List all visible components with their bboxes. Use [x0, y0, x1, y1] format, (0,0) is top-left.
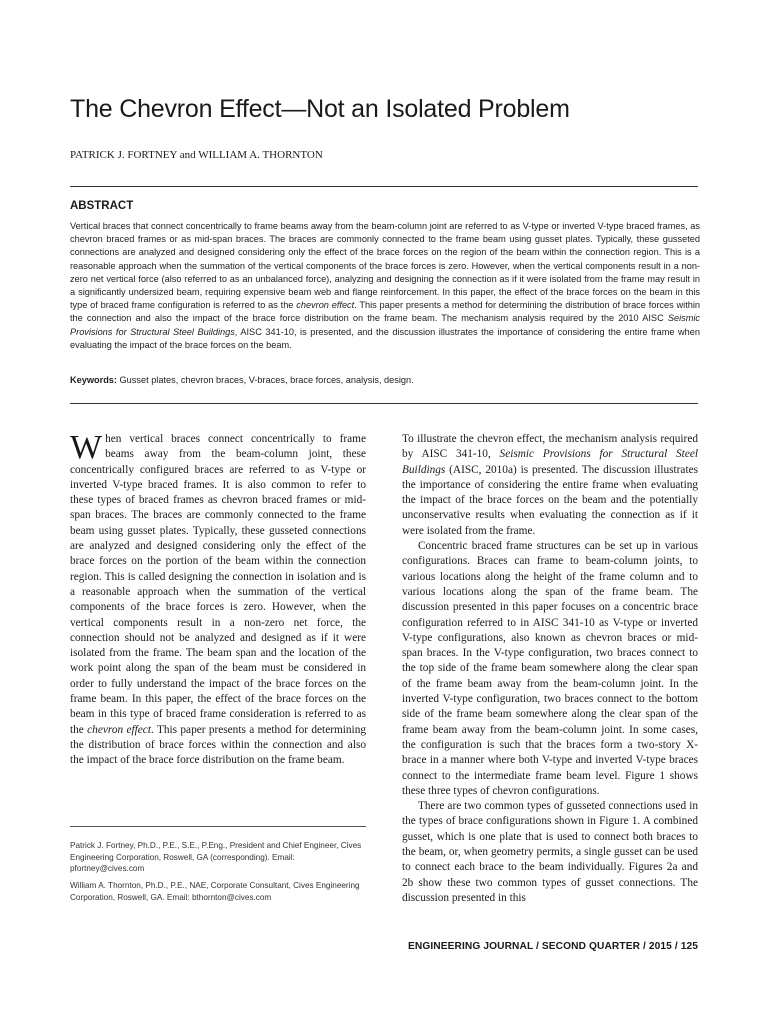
journal-footer: ENGINEERING JOURNAL / SECOND QUARTER / 2015 / 125 — [407, 941, 698, 952]
abstract-italic-seismic-provisions: Seismic Provisions for Structural Steel Buildings — [70, 313, 700, 337]
paper-title: The Chevron Effect—Not an Isolated Problem — [70, 95, 570, 123]
author-line: PATRICK J. FORTNEY and WILLIAM A. THORNTON — [70, 149, 323, 161]
right-paragraph-1-text-1: To illustrate the chevron effect, the mechanism analysis required by AISC 341-10, — [402, 433, 698, 461]
intro-paragraph — [70, 429, 366, 769]
body-column-right — [402, 432, 698, 906]
footnote-fortney: Patrick J. Fortney, Ph.D., P.E., S.E., P.Eng., President and Chief Engineer, Cives Engineering Corporation, Roswell, GA (corresponding). Email: pfortney@cives.com — [70, 841, 362, 874]
keywords-line — [70, 374, 700, 387]
keywords-label: Keywords: — [70, 375, 117, 385]
intro-text-2: . This paper presents a method for determining the distribution of brace forces within the connection and also the impact of the brace force distribution on the frame beam. — [70, 723, 366, 767]
body-column-left — [70, 429, 366, 769]
abstract-italic-chevron-effect: chevron effect — [296, 300, 355, 311]
footnote-divider — [70, 826, 366, 827]
right-paragraph-1-text-2: (AISC, 2010a) is presented. The discussion illustrates the importance of considering the entire frame when evaluating the impact of the brace forces on the beam and the potentially unconservative results when evaluating the connection as if it were isolated from the frame. — [402, 463, 698, 537]
intro-italic-chevron-effect: chevron effect — [87, 723, 151, 736]
abstract-part-1: Vertical braces that connect concentrically to frame beams away from the beam-column joint are referred to as V-type or inverted V-type braced frames, as chevron braced frames or as mid-span braces. The braces are commonly connected to the frame beam using gusset plates. Typically, these gusseted connections are analyzed and designed considering only the effect of the brace forces on the region of the beam within the connection region. This is a reasonable approach when the summation of the vertical components of the brace forces is zero. However, when the vertical components result in a non-zero net vertical force (also referred to as an unbalanced force), analyzing and designing the connection as if it were isolated from the frame may result in a significantly undersized beam, requiring expensive beam web and flange reinforcement. In this paper, the effect of the brace forces on the beam in this type of braced frame configuration is referred to as the — [70, 221, 700, 311]
abstract-heading: ABSTRACT — [70, 200, 134, 212]
abstract-text — [70, 220, 700, 352]
right-paragraph-1 — [402, 432, 698, 539]
footnote-thornton: William A. Thornton, Ph.D., P.E., NAE, Corporate Consultant, Cives Engineering Corporation, Roswell, GA. Email: bthornton@cives.com — [70, 881, 360, 902]
keywords-text: Gusset plates, chevron braces, V-braces, brace forces, analysis, design. — [116, 375, 414, 385]
abstract-divider — [70, 403, 698, 404]
top-divider — [70, 186, 698, 187]
drop-cap: W — [70, 429, 103, 466]
abstract-part-3: , AISC 341-10, is presented, and the discussion illustrates the importance of considering the entire frame when evaluating the impact of the brace forces on the beam. — [70, 326, 700, 350]
intro-text-1: hen vertical braces connect concentrically to frame beams away from the beam-column joint, these concentrically configured braces are referred to as V-type or inverted V-type braced frames. It is also common to refer to these types of braced frames as chevron braced frames or mid-span braces. The braces are commonly connected to the frame beam using gusset plates. Typically, these gusseted connections are analyzed and designed considering only the effect of the brace forces on the portion of the beam within the connection region. This is called designing the connection in isolation and is a reasonable approach when the summation of the vertical components of the brace forces is zero. However, when the vertical components result in a non-zero net force, the connection should not be analyzed and designed as if it were isolated from the frame. The beam span and the location of the work point along the span of the beam must be considered in order to fully understand the impact of the brace forces on the frame beam. In this paper, the effect of the brace forces on the beam in this type of braced frame consideration is referred to as the — [70, 433, 366, 736]
abstract-part-2: . This paper presents a method for determining the distribution of brace forces within the connection and also the impact of the brace force distribution on the frame beam. The mechanism analysis required by the 2010 AISC — [70, 300, 701, 324]
right-paragraph-2: Concentric braced frame structures can be set up in various configurations. Braces can frame to beam-column joints, to various locations along the height of the frame column and to various locations along the span of the frame beam. The discussion presented in this paper focuses on a concentric brace configuration referred to in AISC 341-10 as V-type or inverted V-type configurations, also known as chevron braces or mid-span braces. In the V-type configuration, two braces connect to the top side of the frame beam somewhere along the clear span of the frame beam away from the beam-column joint. In the inverted V-type configuration, two braces connect to the bottom side of the frame beam somewhere along the clear span of the frame beam away from the beam-column joint. In some cases, the configuration is such that the braces form a two-story X-brace in a manner where both V-type and inverted V-type braces connect to the intermediate frame beam level. Figure 1 shows these three types of chevron configurations. — [402, 540, 698, 797]
right-paragraph-3: There are two common types of gusseted connections used in the types of brace configurations shown in Figure 1. A combined gusset, which is one plate that is used to connect both braces to the beam, or, when geometry permits, a single gusset can be used to connect each brace to the beam individually. Figures 2a and 2b show these two common types of gusset connections. The discussion presented in this — [402, 800, 698, 904]
right-italic-seismic-provisions: Seismic Provisions for Structural Steel Buildings — [402, 448, 698, 476]
